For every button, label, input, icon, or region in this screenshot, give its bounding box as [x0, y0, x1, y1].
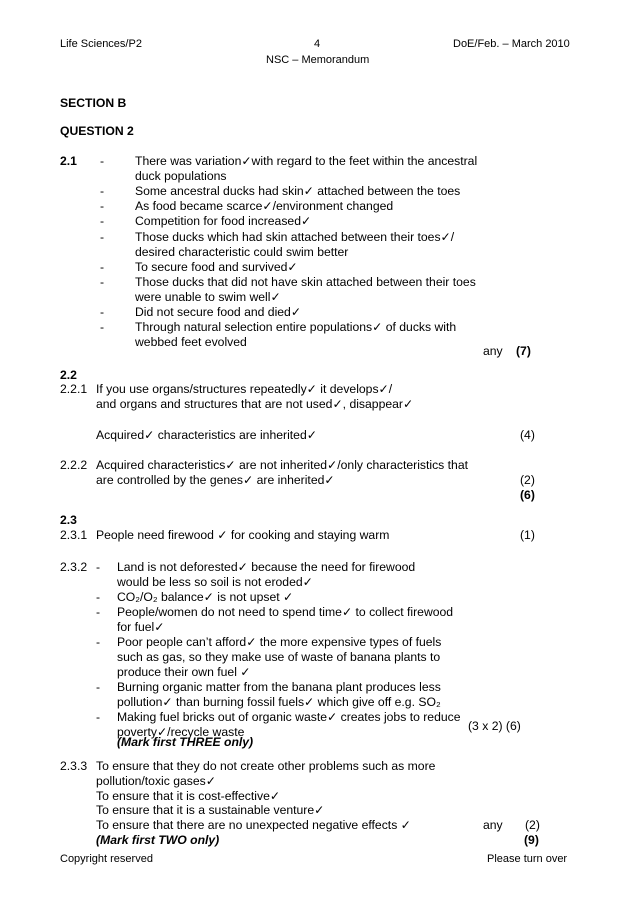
q232-item-line: such as gas, so they make use of waste of banana plants to	[117, 650, 441, 664]
q232-item-line: pollution✓ than burning fossil fuels✓ which give off e.g. SO₂	[117, 695, 441, 709]
q221-line2: and organs and structures that are not used✓, disappear✓	[96, 397, 414, 411]
q232-bullet: -	[96, 710, 101, 724]
q21-marks: (7)	[516, 344, 531, 358]
q232-item-line: for fuel✓	[117, 620, 165, 634]
q22-number: 2.2	[60, 368, 77, 382]
q233-line: To ensure that there are no unexpected negative effects ✓	[96, 818, 411, 833]
q21-bullet: -	[100, 214, 105, 229]
q233-any: any	[483, 818, 503, 832]
q233-number: 2.3.3	[60, 759, 88, 773]
q232-item-line: People/women do not need to spend time✓ to collect firewood	[117, 605, 454, 619]
q221-line1: If you use organs/structures repeatedly✓ it develops✓/	[96, 382, 393, 396]
q232-bullet: -	[96, 680, 101, 694]
q21-item-line: webbed feet evolved	[135, 335, 247, 350]
q21-item-line: Some ancestral ducks had skin✓ attached between the toes	[135, 184, 461, 199]
q21-bullet: -	[100, 154, 105, 168]
q221-line3: Acquired✓ characteristics are inherited✓	[96, 428, 317, 442]
header-right: DoE/Feb. – March 2010	[453, 38, 570, 50]
q231-number: 2.3.1	[60, 528, 88, 542]
q21-item-line: Those ducks that did not have skin attached between their toes	[135, 274, 476, 289]
q232-bullet: -	[96, 590, 101, 604]
q21-item-line: To secure food and survived✓	[135, 259, 298, 274]
q232-item-line: Land is not deforested✓ because the need for firewood	[117, 560, 416, 574]
q233-marks: (2)	[525, 818, 540, 832]
q21-bullet: -	[100, 274, 105, 289]
q23-number: 2.3	[60, 513, 77, 527]
q21-number: 2.1	[60, 154, 77, 168]
q233-line: To ensure that it is a sustainable venture✓	[96, 803, 325, 818]
q21-item-line: Through natural selection entire populations✓ of ducks with	[135, 320, 457, 335]
q232-item-line: Poor people can’t afford✓ the more expensive types of fuels	[117, 635, 442, 649]
q22-total: (6)	[520, 488, 535, 502]
q232-item-line: Making fuel bricks out of organic waste✓ creates jobs to reduce	[117, 710, 461, 724]
q232-marks: (3 x 2) (6)	[468, 719, 521, 733]
header-subtitle: NSC – Memorandum	[266, 54, 370, 66]
q232-item-line: poverty✓/recycle waste	[117, 725, 245, 739]
footer-left: Copyright reserved	[60, 853, 153, 865]
q221-marks: (4)	[520, 428, 535, 442]
q21-item-line: Did not secure food and died✓	[135, 305, 302, 319]
question-title: QUESTION 2	[60, 124, 134, 138]
q233-line: To ensure that it is cost-effective✓	[96, 788, 281, 803]
q232-note: (Mark first THREE only)	[117, 735, 254, 749]
q231-marks: (1)	[520, 528, 535, 542]
q21-bullet: -	[100, 199, 105, 214]
q21-bullet: -	[100, 259, 105, 274]
q21-bullet: -	[100, 305, 105, 319]
q232-bullet: -	[96, 635, 101, 649]
q21-bullet: -	[100, 320, 105, 335]
q222-number: 2.2.2	[60, 458, 88, 472]
section-title: SECTION B	[60, 96, 127, 110]
q21-item-line: As food became scarce✓/environment changed	[135, 199, 394, 214]
q21-item-line: Competition for food increased✓	[135, 214, 312, 229]
q233-line: To ensure that they do not create other problems such as more	[96, 759, 436, 773]
page-number: 4	[314, 38, 321, 50]
q233-note: (Mark first TWO only)	[96, 833, 220, 847]
q232-item-line: produce their own fuel ✓	[117, 665, 251, 679]
q233-line: pollution/toxic gases✓	[96, 773, 216, 788]
q21-bullet: -	[100, 229, 105, 244]
q222-line1: Acquired characteristics✓ are not inherited✓/only characteristics that	[96, 458, 468, 472]
q232-item-line: would be less so soil is not eroded✓	[117, 575, 313, 589]
q232-item-line: CO₂/O₂ balance✓ is not upset ✓	[117, 590, 294, 604]
footer-right: Please turn over	[487, 853, 568, 865]
q222-marks: (2)	[520, 473, 535, 487]
q21-item-line: There was variation✓with regard to the feet within the ancestral	[135, 154, 478, 168]
q221-number: 2.2.1	[60, 382, 88, 396]
q232-item-line: Burning organic matter from the banana plant produces less	[117, 680, 441, 694]
header-left: Life Sciences/P2	[60, 38, 142, 50]
q232-bullet: -	[96, 560, 101, 574]
q21-item-line: duck populations	[135, 169, 227, 184]
q232-number: 2.3.2	[60, 560, 88, 574]
q21-bullet: -	[100, 184, 105, 199]
q232-bullet: -	[96, 605, 101, 619]
q21-item-line: were unable to swim well✓	[135, 289, 281, 304]
q222-line2: are controlled by the genes✓ are inherited✓	[96, 473, 335, 487]
q23-total: (9)	[524, 833, 539, 847]
q21-any: any	[483, 344, 503, 358]
q21-item-line: desired characteristic could swim better	[135, 244, 349, 259]
q21-item-line: Those ducks which had skin attached between their toes✓/	[135, 229, 455, 244]
q231-text: People need firewood ✓ for cooking and staying warm	[96, 528, 390, 542]
